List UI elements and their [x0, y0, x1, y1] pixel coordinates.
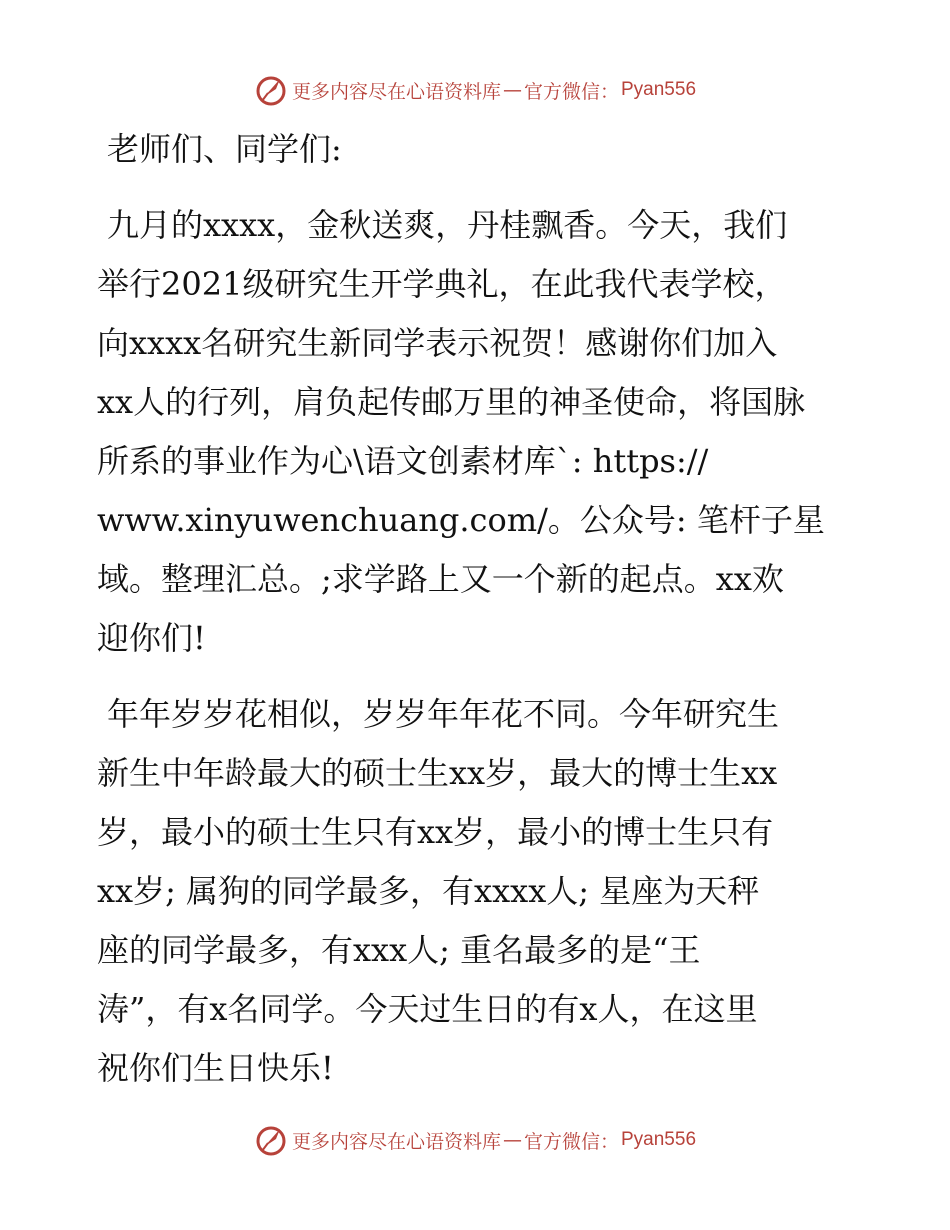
header-watermark: [0, 70, 950, 110]
watermark-wechat-id: Pyan556: [621, 1129, 697, 1150]
paragraph-line: 祝你们生日快乐!: [97, 1049, 334, 1087]
paragraph-line: 域。整理汇总。;求学路上又一个新的起点。xx欢: [97, 560, 784, 598]
paragraph-line: www.xinyuwenchuang.com/。公众号: 笔杆子星: [97, 501, 825, 539]
paragraph-line: 新生中年龄最大的硕士生xx岁，最大的博士生xx: [97, 754, 778, 792]
watermark-separator: —: [502, 1129, 522, 1151]
paragraph-line: xx人的行列，肩负起传邮万里的神圣使命，将国脉: [97, 383, 806, 421]
paragraph-line: 涛”，有x名同学。今天过生日的有x人，在这里: [97, 990, 758, 1028]
watermark-separator: —: [502, 79, 522, 101]
paragraph-line: 年年岁岁花相似，岁岁年年花不同。今年研究生: [107, 695, 780, 733]
watermark-wechat-id: Pyan556: [621, 79, 697, 100]
quill-logo-icon: [254, 73, 288, 107]
paragraph-line: xx岁; 属狗的同学最多，有xxxx人; 星座为天秤: [97, 872, 760, 910]
paragraph-line: 所系的事业作为心\语文创素材库`: https://: [97, 442, 709, 480]
paragraph-line: 举行2021级研究生开学典礼，在此我代表学校，: [97, 265, 787, 303]
watermark-text: 更多内容尽在心语资料库: [291, 80, 501, 103]
paragraph-line: 向xxxx名研究生新同学表示祝贺！感谢你们加入: [97, 324, 778, 362]
quill-logo-icon: [254, 1123, 288, 1157]
document-body: [97, 120, 857, 1115]
watermark-wechat-label: 官方微信：: [523, 80, 619, 103]
watermark-text: 更多内容尽在心语资料库: [291, 1130, 501, 1153]
paragraph-line: 座的同学最多，有xxx人; 重名最多的是“王: [97, 931, 701, 969]
paragraph-line: 岁，最小的硕士生只有xx岁，最小的博士生只有: [97, 813, 774, 851]
watermark-wechat-label: 官方微信：: [523, 1130, 619, 1153]
paragraph-line: 九月的xxxx，金秋送爽，丹桂飘香。今天，我们: [107, 206, 788, 244]
footer-watermark: [0, 1120, 950, 1160]
paragraph-2: [97, 685, 857, 1098]
salutation: 老师们、同学们:: [107, 130, 342, 168]
paragraph-line: 迎你们!: [97, 619, 206, 657]
paragraph-1: [97, 196, 857, 668]
